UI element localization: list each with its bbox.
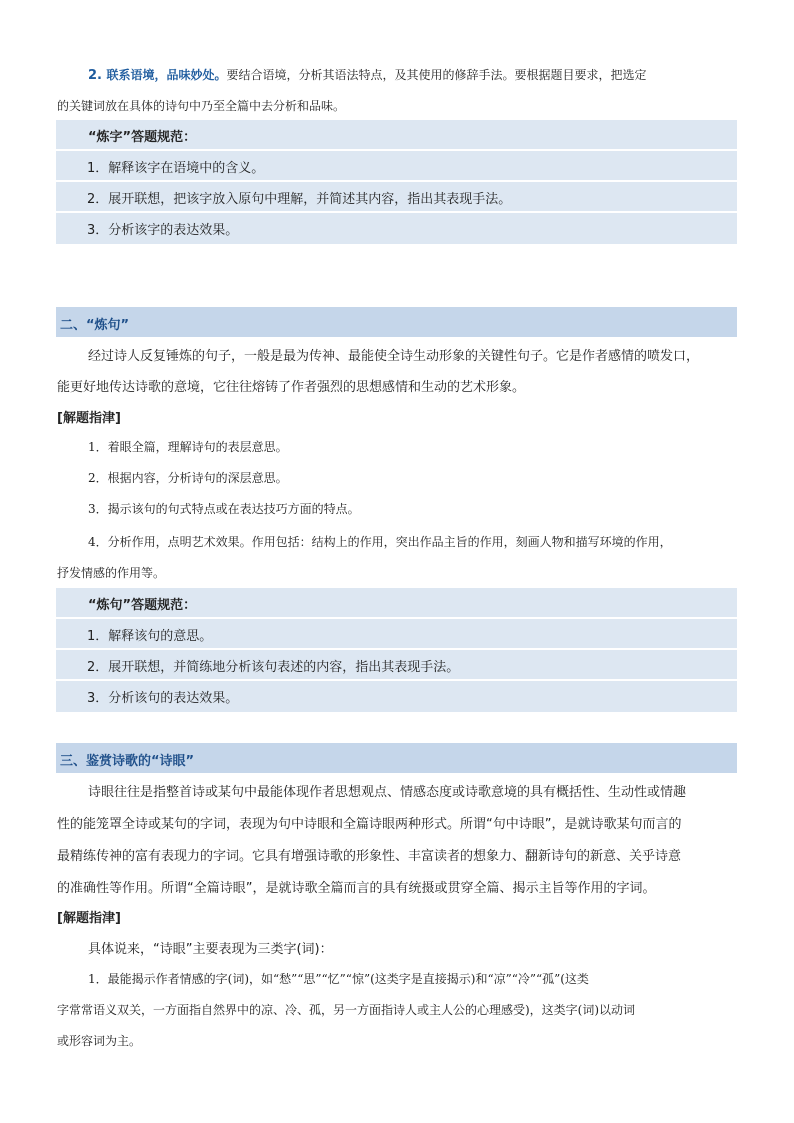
section-3-heading: 三、鉴赏诗歌的“诗眼” xyxy=(60,754,195,769)
lianju-norms-title: “炼句”答题规范： xyxy=(88,598,197,613)
section-3-intro: 具体说来，“诗眼”主要表现为三类字(词)： xyxy=(88,942,333,957)
lianju-norm-item: 3．分析该句的表达效果。 xyxy=(87,691,239,706)
lianzi-norms-title-row xyxy=(56,120,737,151)
intro-line-1 xyxy=(88,66,647,83)
section-3-item-line: 1．最能揭示作者情感的字(词)，如“愁”“思”“忆”“惊”(这类字是直接揭示)和“凉”“冷”“孤”(这类 xyxy=(88,972,589,986)
section-3-paragraph-line: 最精练传神的富有表现力的字词。它具有增强诗歌的形象性、丰富读者的想象力、翻新诗句的新意、关乎诗意 xyxy=(57,849,682,864)
section-3-paragraph-line: 诗眼往往是指整首诗或某句中最能体现作者思想观点、情感态度或诗歌意境的具有概括性、生动性或情趣 xyxy=(88,785,687,800)
lianju-norm-item: 2．展开联想，并简练地分析该句表述的内容，指出其表现手法。 xyxy=(56,650,737,681)
intro-text-1: 要结合语境，分析其语法特点，及其使用的修辞手法。要根据题目要求，把选定 xyxy=(226,68,647,82)
section-3-guide-label: [解题指津] xyxy=(57,911,121,926)
lianzi-norm-item: 3．分析该字的表达效果。 xyxy=(87,223,239,238)
section-2-paragraph-line: 能更好地传达诗歌的意境，它往往熔铸了作者强烈的思想感情和生动的艺术形象。 xyxy=(57,380,526,395)
section-2-guide-label: [解题指津] xyxy=(57,411,121,426)
section-2-heading: 二、“炼句” xyxy=(60,318,130,333)
section-2-step: 2．根据内容，分析诗句的深层意思。 xyxy=(88,471,288,485)
section-3-item-line: 字常常语义双关，一方面指自然界中的凉、冷、孤，另一方面指诗人或主人公的心理感受)，这类字(词)以动词 xyxy=(57,1003,636,1017)
lianzi-norm-item: 2．展开联想，把该字放入原句中理解，并简述其内容，指出其表现手法。 xyxy=(56,182,737,213)
lianju-norm-item: 1．解释该句的意思。 xyxy=(56,619,737,650)
section-2-step: 3．揭示该句的句式特点或在表达技巧方面的特点。 xyxy=(88,502,360,516)
lianzi-norms-title: “炼字”答题规范： xyxy=(88,130,197,145)
section-2-paragraph-line: 经过诗人反复锤炼的句子，一般是最为传神、最能使全诗生动形象的关键性句子。它是作者感情的喷发口， xyxy=(88,349,700,364)
section-2-step: 1．着眼全篇，理解诗句的表层意思。 xyxy=(88,440,288,454)
lianzi-norms-box xyxy=(56,120,737,244)
intro-number: 2. xyxy=(88,68,107,83)
intro-line-2: 的关键词放在具体的诗句中乃至全篇中去分析和品味。 xyxy=(57,99,346,113)
section-3-paragraph-line: 性的能笼罩全诗或某句的字词，表现为句中诗眼和全篇诗眼两种形式。所谓“句中诗眼”，是就诗歌某句而言的 xyxy=(57,817,682,832)
lianju-norms-box xyxy=(56,588,737,712)
section-3-paragraph-line: 的准确性等作用。所谓“全篇诗眼”，是就诗歌全篇而言的具有统摄或贯穿全篇、揭示主旨等作用的字词。 xyxy=(57,881,656,896)
section-3-item-line: 或形容词为主。 xyxy=(57,1034,142,1048)
lianju-norms-title-row xyxy=(56,588,737,619)
section-3-heading-bar xyxy=(56,743,737,773)
lianzi-norm-item: 1．解释该字在语境中的含义。 xyxy=(56,151,737,182)
intro-lead: 联系语境，品味妙处。 xyxy=(106,68,227,82)
section-2-heading-bar xyxy=(56,307,737,337)
section-2-step: 4．分析作用，点明艺术效果。作用包括：结构上的作用，突出作品主旨的作用，刻画人物和描写环境的作用， xyxy=(88,535,672,549)
section-2-step-continued: 抒发情感的作用等。 xyxy=(57,566,166,580)
